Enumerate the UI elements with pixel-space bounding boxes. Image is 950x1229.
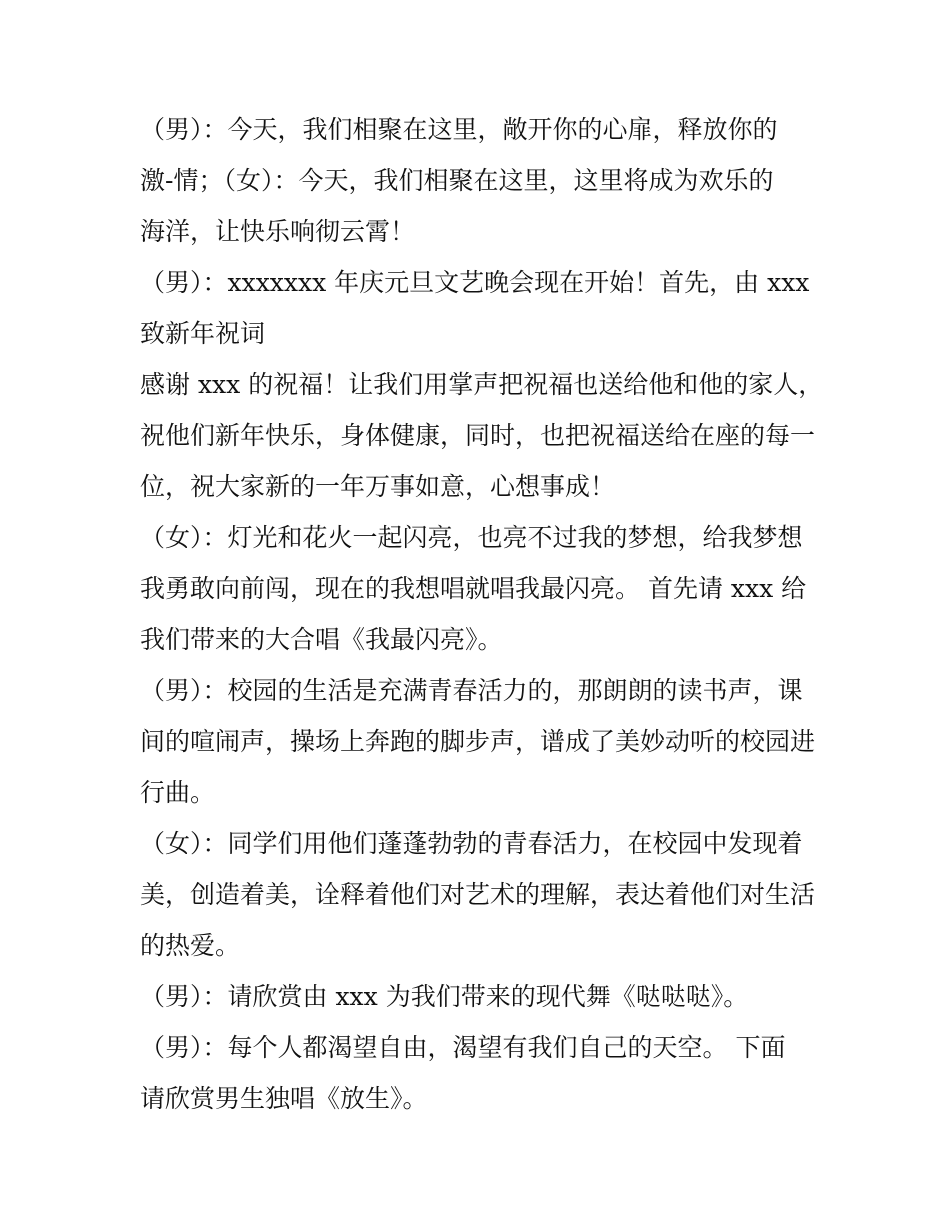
text-line: 我们带来的大合唱《我最闪亮》。 [140,625,503,654]
text-line: 位，祝大家新的一年万事如意，心想事成！ [140,472,616,501]
text-line: （男）：每个人都渴望自由，渴望有我们自己的天空。 下面 [140,1033,786,1062]
text-line: （男）：今天，我们相聚在这里，敞开你的心扉，释放你的 [140,115,778,144]
text-line: 感谢 xxx 的祝福！让我们用掌声把祝福也送给他和他的家人， [140,370,824,399]
text-line: 致新年祝词 [140,319,266,348]
text-line: 激-情；（女）：今天，我们相聚在这里，这里将成为欢乐的 [140,166,774,195]
text-line: （男）：请欣赏由 xxx 为我们带来的现代舞《哒哒哒》。 [140,982,749,1011]
text-line: 美，创造着美，诠释着他们对艺术的理解，表达着他们对生活 [140,880,816,909]
text-line: （女）：同学们用他们蓬蓬勃勃的青春活力，在校园中发现着 [140,829,803,858]
text-line: 我勇敢向前闯，现在的我想唱就唱我最闪亮。 首先请 xxx 给 [140,574,807,603]
text-line: 行曲。 [140,778,216,807]
text-line: 请欣赏男生独唱《放生》。 [140,1084,428,1113]
text-line: 海洋，让快乐响彻云霄！ [140,217,416,246]
text-line: （男）：校园的生活是充满青春活力的，那朗朗的读书声，课 [140,676,803,705]
text-line: 的热爱。 [140,931,241,960]
text-line: 间的喧闹声，操场上奔跑的脚步声，谱成了美妙动听的校园进 [140,727,816,756]
text-line: （女）：灯光和花火一起闪亮，也亮不过我的梦想，给我梦想 [140,523,803,552]
text-line: （男）：xxxxxxx 年庆元旦文艺晚会现在开始！首先，由 xxx [140,268,810,297]
text-line: 祝他们新年快乐，身体健康，同时，也把祝福送给在座的每一 [140,421,816,450]
document-body [140,108,824,1128]
